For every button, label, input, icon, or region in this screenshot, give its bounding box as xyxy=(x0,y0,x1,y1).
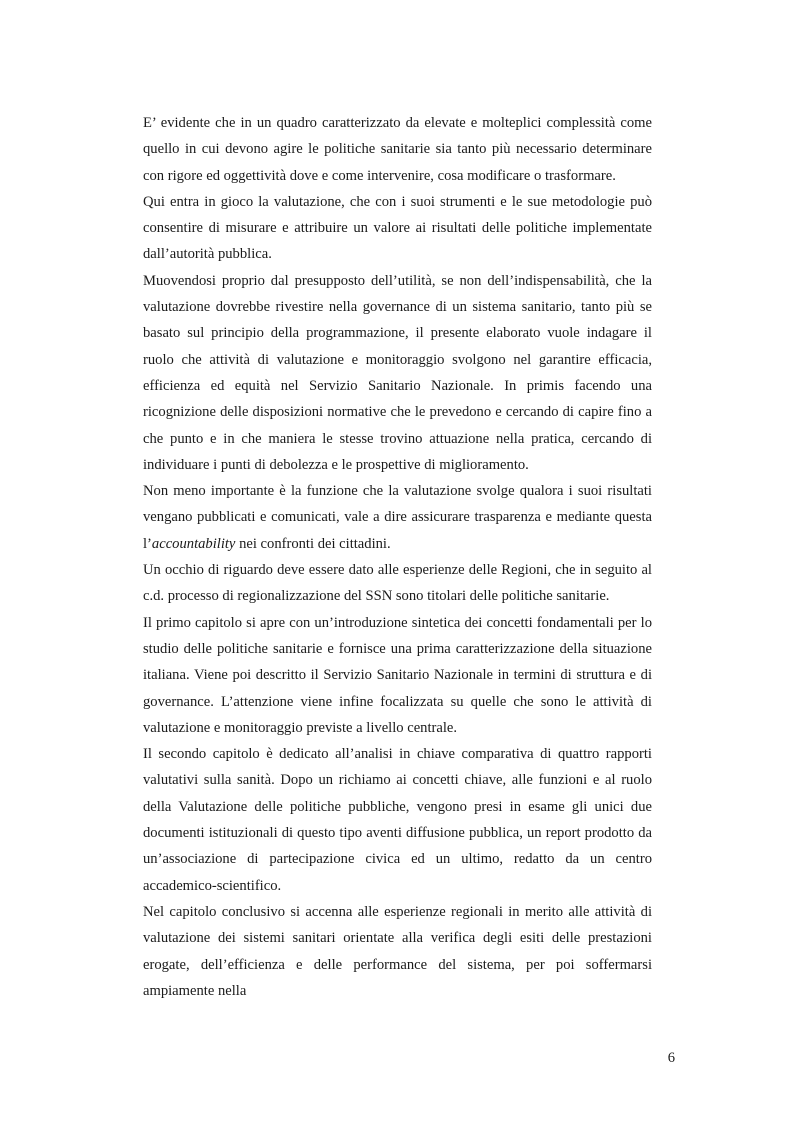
paragraph-4-text-end: nei confronti dei cittadini. xyxy=(235,535,391,552)
paragraph-8: Nel capitolo conclusivo si accenna alle esperienze regionali in merito alle attività di valutazione dei sistemi sanitari orientate alla verifica degli esiti delle prestazioni erogate, dell’efficienza e delle performance del sistema, per poi soffermarsi ampiamente nella xyxy=(143,903,652,999)
paragraph-5: Un occhio di riguardo deve essere dato alle esperienze delle Regioni, che in seguito al c.d. processo di regionalizzazione del SSN sono titolari delle politiche sanitarie. xyxy=(143,562,652,605)
accountability-term: accountability xyxy=(151,535,236,552)
paragraph-7: Il secondo capitolo è dedicato all’analisi in chiave comparativa di quattro rapporti valutativi sulla sanità. Dopo un richiamo ai concetti chiave, alle funzioni e al ruolo della Valutazione delle politiche pubbliche, vengono presi in esame gli unici due documenti istituzionali di questo tipo aventi diffusione pubblica, un report prodotto da un’associazione di partecipazione civica ed un ultimo, redatto da un centro accademico-scientifico. xyxy=(143,746,652,894)
page-number: 6 xyxy=(667,1050,675,1066)
paragraph-2: Qui entra in gioco la valutazione, che con i suoi strumenti e le sue metodologie può consentire di misurare e attribuire un valore ai risultati delle politiche implementate dall’autorità pubblica. xyxy=(143,193,652,263)
paragraph-1: E’ evidente che in un quadro caratterizzato da elevate e molteplici complessità come quello in cui devono agire le politiche sanitarie sia tanto più necessario determinare con rigore ed oggettività dove e come intervenire, cosa modificare o trasformare. xyxy=(143,115,652,184)
body-text xyxy=(143,110,652,1004)
paragraph-3: Muovendosi proprio dal presupposto dell’utilità, se non dell’indispensabilità, che la valutazione dovrebbe rivestire nella governance di un sistema sanitario, tanto più se basato sul principio della programmazione, il presente elaborato vuole indagare il ruolo che attività di valutazione e monitoraggio svolgono nel garantire efficacia, efficienza ed equità nel Servizio Sanitario Nazionale. In primis facendo una ricognizione delle disposizioni normative che le prevedono e cercando di capire fino a che punto e in che maniera le stesse trovino attuazione nella pratica, cercando di individuare i punti di debolezza e le prospettive di miglioramento. xyxy=(143,272,652,473)
paragraph-4-text-start: Non meno importante è la funzione che la valutazione svolge qualora i suoi risultati vengano pubblicati e comunicati, vale a dire assicurare trasparenza e mediante questa l’ xyxy=(143,483,652,552)
paragraph-4 xyxy=(143,478,652,557)
paragraph-6: Il primo capitolo si apre con un’introduzione sintetica dei concetti fondamentali per lo studio delle politiche sanitarie e fornisce una prima caratterizzazione della situazione italiana. Viene poi descritto il Servizio Sanitario Nazionale in termini di struttura e di governance. L’attenzione viene infine focalizzata su quelle che sono le attività di valutazione e monitoraggio previste a livello centrale. xyxy=(143,614,652,736)
